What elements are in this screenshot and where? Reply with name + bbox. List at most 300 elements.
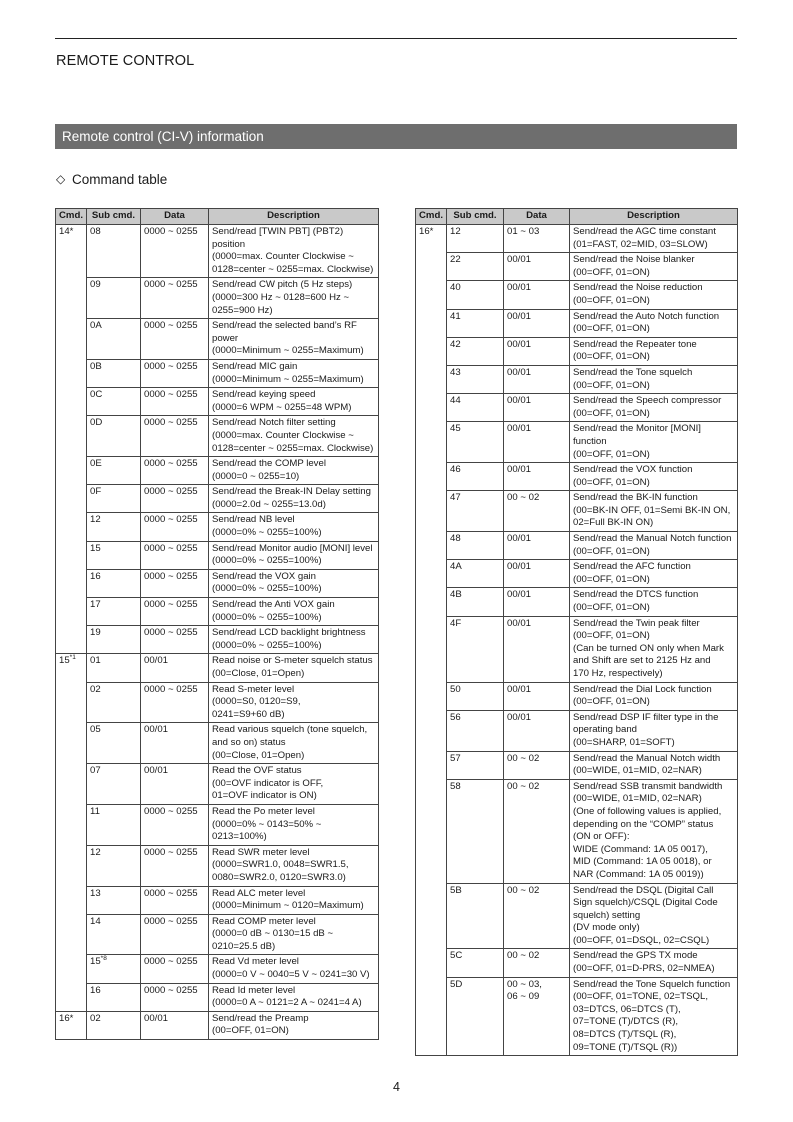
table-row <box>56 416 379 457</box>
description-cell <box>209 541 379 569</box>
sub-cmd-cell <box>447 309 504 337</box>
data-cell <box>141 359 209 387</box>
table-row <box>416 253 738 281</box>
description-cell-text: Send/read the Anti VOX gain (0000=0% ~ 0255=100%) <box>212 599 335 623</box>
sub-cmd-cell <box>447 682 504 710</box>
data-cell-text: 0000 ~ 0255 <box>144 805 198 817</box>
sub-cmd-cell <box>87 513 141 541</box>
cmd-cell <box>416 682 447 710</box>
sub-cmd-cell <box>447 225 504 253</box>
description-cell-text: Read the Po meter level (0000=0% ~ 0143=50% ~ 0213=100%) <box>212 805 322 843</box>
banner-title: Remote control (CI-V) information <box>62 129 264 144</box>
data-cell-text: 00/01 <box>507 617 532 629</box>
description-cell <box>570 491 738 532</box>
sub-cmd-cell-text: 48 <box>450 533 461 545</box>
sub-cmd-cell <box>87 457 141 485</box>
data-cell <box>504 365 570 393</box>
table-row <box>56 654 379 682</box>
description-cell-text: Send/read LCD backlight brightness (0000=0% ~ 0255=100%) <box>212 627 366 651</box>
data-cell <box>504 779 570 883</box>
column-header-data: Data <box>504 209 570 225</box>
data-cell-text: 0000 ~ 0255 <box>144 360 198 372</box>
cmd-cell <box>416 491 447 532</box>
sub-cmd-cell-text: 4F <box>450 617 462 629</box>
table-row <box>56 914 379 955</box>
sub-cmd-cell <box>447 491 504 532</box>
sub-cmd-cell-text: 22 <box>450 254 461 266</box>
sub-cmd-cell-text: 16 <box>90 570 101 582</box>
diamond-icon: ◇ <box>56 172 66 186</box>
sub-cmd-cell <box>87 886 141 914</box>
column-header-description: Description <box>570 209 738 225</box>
data-cell-text: 00/01 <box>507 366 532 378</box>
table-row <box>56 983 379 1011</box>
sub-cmd-cell-text: 19 <box>90 627 101 639</box>
data-cell-text: 00/01 <box>507 711 532 723</box>
table-row <box>56 845 379 886</box>
table-row <box>416 225 738 253</box>
table-row <box>56 886 379 914</box>
description-cell <box>209 485 379 513</box>
sub-cmd-cell-text: 02 <box>90 1012 101 1024</box>
table-row <box>56 513 379 541</box>
data-cell <box>141 914 209 955</box>
description-cell-text: Read Vd meter level (0000=0 V ~ 0040=5 V ~ 0241=30 V) <box>212 956 370 981</box>
sub-cmd-cell-text: 17 <box>90 599 101 611</box>
sub-cmd-cell <box>447 588 504 616</box>
description-cell <box>209 682 379 723</box>
sub-cmd-cell-text: 12 <box>90 514 101 526</box>
table-row <box>416 422 738 463</box>
top-rule <box>55 38 737 39</box>
table-row <box>56 278 379 319</box>
data-cell-text: 0000 ~ 0255 <box>144 956 198 968</box>
table-row <box>56 764 379 805</box>
sub-cmd-cell-text: 0A <box>90 320 102 332</box>
data-cell <box>504 422 570 463</box>
table-row <box>56 723 379 764</box>
data-cell-text: 00/01 <box>144 1012 169 1024</box>
data-cell <box>504 883 570 949</box>
sub-cmd-cell <box>87 1011 141 1039</box>
description-cell <box>570 337 738 365</box>
sub-cmd-cell-text: 0D <box>90 417 103 429</box>
sub-cmd-cell-text: 07 <box>90 765 101 777</box>
sub-cmd-cell-text: 08 <box>90 226 101 237</box>
sub-cmd-cell <box>447 463 504 491</box>
description-cell-text: Send/read the Tone squelch (00=OFF, 01=ON) <box>573 366 693 391</box>
cmd-cell <box>416 309 447 337</box>
data-cell-text: 01 ~ 03 <box>507 226 540 237</box>
description-cell-text: Send/read keying speed (0000=6 WPM ~ 0255=48 WPM) <box>212 389 352 413</box>
data-cell-text: 00/01 <box>507 282 532 294</box>
data-cell <box>504 588 570 616</box>
sub-cmd-cell-text: 50 <box>450 683 461 695</box>
cmd-cell <box>56 569 87 597</box>
data-cell-text: 00/01 <box>144 765 169 777</box>
sub-cmd-cell-text: 12 <box>450 226 461 237</box>
cmd-cell <box>416 779 447 883</box>
table-row <box>416 365 738 393</box>
data-cell-text: 00/01 <box>507 254 532 266</box>
data-cell-text: 0000 ~ 0255 <box>144 417 198 429</box>
data-cell <box>504 225 570 253</box>
cmd-cell <box>416 560 447 588</box>
table-row <box>416 682 738 710</box>
description-cell <box>570 225 738 253</box>
description-cell-text: Read Id meter level (0000=0 A ~ 0121=2 A ~ 0241=4 A) <box>212 984 362 1009</box>
cmd-cell <box>416 710 447 751</box>
sub-cmd-cell <box>87 723 141 764</box>
description-cell <box>570 977 738 1056</box>
table-row <box>416 560 738 588</box>
description-cell <box>570 309 738 337</box>
description-cell-text: Send/read the Manual Notch width (00=WIDE, 01=MID, 02=NAR) <box>573 752 721 777</box>
cmd-cell <box>56 225 87 278</box>
sub-cmd-cell <box>87 955 141 983</box>
description-cell <box>209 626 379 654</box>
sub-cmd-cell-text: 47 <box>450 492 461 504</box>
sub-cmd-cell-text: 0E <box>90 458 102 470</box>
description-cell-text: Send/read the BK-IN function (00=BK-IN OFF, 01=Semi BK-IN ON, 02=Full BK-IN ON) <box>573 492 731 529</box>
data-cell-text: 0000 ~ 0255 <box>144 887 198 899</box>
data-cell-text: 00/01 <box>507 464 532 476</box>
sub-cmd-cell <box>447 751 504 779</box>
cmd-cell <box>56 457 87 485</box>
data-cell-text: 0000 ~ 0255 <box>144 226 198 237</box>
description-cell-text: Send/read the AGC time constant (01=FAST, 02=MID, 03=SLOW) <box>573 226 716 250</box>
cmd-cell <box>56 764 87 805</box>
data-cell-text: 0000 ~ 0255 <box>144 915 198 927</box>
description-cell-text: Send/read the Preamp (00=OFF, 01=ON) <box>212 1012 309 1037</box>
description-cell <box>570 560 738 588</box>
sub-cmd-cell-text: 09 <box>90 279 101 291</box>
data-cell-text: 00/01 <box>507 338 532 350</box>
description-cell <box>570 532 738 560</box>
data-cell <box>141 278 209 319</box>
data-cell-text: 0000 ~ 0255 <box>144 984 198 996</box>
cmd-cell <box>56 914 87 955</box>
description-cell-text: Send/read the COMP level (0000=0 ~ 0255=10) <box>212 458 326 482</box>
cmd-cell <box>56 278 87 319</box>
data-cell-text: 0000 ~ 0255 <box>144 514 198 526</box>
table-row <box>416 491 738 532</box>
cmd-cell <box>56 416 87 457</box>
table-row <box>416 337 738 365</box>
sub-cmd-cell <box>87 764 141 805</box>
cmd-cell <box>56 388 87 416</box>
sub-cmd-cell <box>447 560 504 588</box>
description-cell <box>209 845 379 886</box>
cmd-cell <box>416 616 447 682</box>
cmd-cell <box>416 394 447 422</box>
table-row <box>56 541 379 569</box>
data-cell-text: 00/01 <box>507 395 532 407</box>
description-cell <box>209 983 379 1011</box>
table-row <box>56 804 379 845</box>
description-cell-text: Send/read the Tone Squelch function (00=OFF, 01=TONE, 02=TSQL, 03=DTCS, 06=DTCS (T), 07=TONE (T)/DTCS (R), 08=DTCS (T)/TSQL (R), 09=TONE (T)/TSQL (R)) <box>573 978 731 1053</box>
sub-cmd-cell-text: 15 <box>90 956 101 968</box>
description-cell <box>570 253 738 281</box>
description-cell-text: Send/read the GPS TX mode (00=OFF, 01=D-PRS, 02=NMEA) <box>573 950 715 975</box>
description-cell <box>209 416 379 457</box>
description-cell-text: Read SWR meter level (0000=SWR1.0, 0048=SWR1.5, 0080=SWR2.0, 0120=SWR3.0) <box>212 846 349 883</box>
description-cell <box>570 779 738 883</box>
data-cell <box>504 491 570 532</box>
cmd-cell <box>416 225 447 253</box>
description-cell <box>209 388 379 416</box>
data-cell <box>141 764 209 805</box>
sub-cmd-cell-text: 41 <box>450 310 461 322</box>
sub-cmd-cell-text: 40 <box>450 282 461 294</box>
data-cell <box>141 626 209 654</box>
sub-cmd-cell-text: 56 <box>450 711 461 723</box>
description-cell <box>209 764 379 805</box>
cmd-cell <box>56 654 87 682</box>
description-cell <box>570 463 738 491</box>
description-cell-text: Send/read [TWIN PBT] (PBT2) position (0000=max. Counter Clockwise ~ 0128=center ~ 0255=max. Clockwise) <box>212 226 374 275</box>
data-cell <box>141 416 209 457</box>
sub-cmd-cell <box>87 569 141 597</box>
description-cell-text: Send/read MIC gain (0000=Minimum ~ 0255=Maximum) <box>212 360 364 385</box>
data-cell <box>504 337 570 365</box>
description-cell-text: Read S-meter level (0000=S0, 0120=S9, 0241=S9+60 dB) <box>212 683 301 720</box>
description-cell-text: Send/read NB level (0000=0% ~ 0255=100%) <box>212 514 322 539</box>
sub-cmd-cell <box>447 337 504 365</box>
sub-cmd-cell-text: 13 <box>90 887 101 899</box>
cmd-cell <box>416 463 447 491</box>
cmd-cell <box>416 751 447 779</box>
sub-cmd-cell-text: 43 <box>450 366 461 378</box>
sub-cmd-cell <box>87 914 141 955</box>
data-cell-text: 00/01 <box>507 423 532 435</box>
cmd-cell <box>56 804 87 845</box>
sub-cmd-cell <box>447 422 504 463</box>
sub-cmd-cell-text: 42 <box>450 338 461 350</box>
table-row <box>56 569 379 597</box>
data-cell <box>141 1011 209 1039</box>
description-cell <box>570 949 738 977</box>
sub-cmd-cell <box>87 654 141 682</box>
sub-cmd-cell <box>87 541 141 569</box>
description-cell-text: Send/read the Repeater tone (00=OFF, 01=ON) <box>573 338 697 363</box>
table-row <box>416 616 738 682</box>
data-cell-text: 00 ~ 02 <box>507 884 540 896</box>
sub-cmd-cell <box>87 682 141 723</box>
cmd-cell <box>416 977 447 1056</box>
cmd-cell <box>56 541 87 569</box>
description-cell-text: Read COMP meter level (0000=0 dB ~ 0130=15 dB ~ 0210=25.5 dB) <box>212 915 334 952</box>
column-header-sub-cmd: Sub cmd. <box>87 209 141 225</box>
sub-cmd-cell-text: 58 <box>450 780 461 792</box>
data-cell-text: 00/01 <box>144 724 169 736</box>
description-cell-text: Send/read the Break-IN Delay setting (0000=2.0d ~ 0255=13.0d) <box>212 486 371 510</box>
sub-cmd-cell-text: 02 <box>90 683 101 695</box>
description-cell <box>209 723 379 764</box>
cmd-cell <box>56 359 87 387</box>
data-cell <box>141 319 209 360</box>
data-cell-text: 0000 ~ 0255 <box>144 279 198 291</box>
page-number: 4 <box>393 1080 400 1094</box>
table-row <box>56 1011 379 1039</box>
sub-cmd-cell <box>447 281 504 309</box>
cmd-cell <box>416 365 447 393</box>
sub-cmd-cell <box>87 319 141 360</box>
sub-cmd-cell-text: 0B <box>90 360 102 372</box>
sub-cmd-cell <box>87 983 141 1011</box>
description-cell <box>570 588 738 616</box>
sub-cmd-cell <box>87 416 141 457</box>
table-row <box>416 588 738 616</box>
sub-cmd-cell-text: 15 <box>90 542 101 554</box>
data-cell <box>141 485 209 513</box>
data-cell <box>141 388 209 416</box>
cmd-cell-text: 16* <box>419 226 434 237</box>
data-cell-text: 0000 ~ 0255 <box>144 486 198 498</box>
description-cell <box>570 751 738 779</box>
sub-cmd-cell <box>87 485 141 513</box>
description-cell <box>209 359 379 387</box>
sub-cmd-cell-text: 01 <box>90 655 101 667</box>
sub-cmd-cell-text: 0F <box>90 486 102 498</box>
sub-cmd-cell <box>87 845 141 886</box>
description-cell <box>209 569 379 597</box>
data-cell <box>141 513 209 541</box>
cmd-cell <box>56 626 87 654</box>
description-cell-text: Send/read Notch filter setting (0000=max. Counter Clockwise ~ 0128=center ~ 0255=max. Clockwise) <box>212 417 374 454</box>
sub-cmd-cell <box>447 883 504 949</box>
cmd-cell <box>56 723 87 764</box>
cmd-cell <box>416 281 447 309</box>
description-cell-text: Read ALC meter level (0000=Minimum ~ 0120=Maximum) <box>212 887 364 912</box>
data-cell <box>141 225 209 278</box>
sub-cmd-cell-text: 45 <box>450 423 461 435</box>
data-cell-text: 0000 ~ 0255 <box>144 458 198 470</box>
description-cell <box>209 598 379 626</box>
table-row <box>56 359 379 387</box>
description-cell-text: Send/read the Noise reduction (00=OFF, 01=ON) <box>573 282 703 306</box>
description-cell-text: Send/read the VOX gain (0000=0% ~ 0255=100%) <box>212 570 322 595</box>
data-cell <box>141 955 209 983</box>
description-cell <box>209 955 379 983</box>
data-cell <box>141 886 209 914</box>
command-table-right <box>415 208 738 1056</box>
cmd-cell <box>56 682 87 723</box>
sub-cmd-cell-text: 05 <box>90 724 101 736</box>
description-cell <box>570 394 738 422</box>
data-cell-text: 00 ~ 02 <box>507 780 540 792</box>
data-cell-text: 0000 ~ 0255 <box>144 627 198 639</box>
sub-cmd-cell-text: 11 <box>90 805 100 817</box>
cmd-cell <box>56 513 87 541</box>
sub-cmd-cell-text: 44 <box>450 395 461 407</box>
table-row <box>416 532 738 560</box>
description-cell-text: Send/read the VOX function (00=OFF, 01=ON) <box>573 464 693 488</box>
data-cell-text: 0000 ~ 0255 <box>144 320 198 332</box>
data-cell <box>504 949 570 977</box>
column-header-cmd: Cmd. <box>56 209 87 225</box>
data-cell <box>504 616 570 682</box>
data-cell-text: 00 ~ 02 <box>507 492 540 504</box>
sub-cmd-cell-text: 46 <box>450 464 461 476</box>
data-cell-text: 00/01 <box>507 533 532 545</box>
sub-cmd-cell <box>87 225 141 278</box>
data-cell <box>504 463 570 491</box>
data-cell <box>141 845 209 886</box>
data-cell <box>504 394 570 422</box>
data-cell <box>504 977 570 1056</box>
data-cell <box>504 532 570 560</box>
description-cell <box>570 281 738 309</box>
description-cell <box>209 914 379 955</box>
sub-cmd-cell <box>87 626 141 654</box>
table-header-row <box>56 209 379 225</box>
sub-cmd-cell-text: 4A <box>450 561 462 573</box>
table-row <box>416 883 738 949</box>
description-cell-text: Send/read DSP IF filter type in the operating band (00=SHARP, 01=SOFT) <box>573 711 719 748</box>
data-cell <box>141 723 209 764</box>
description-cell <box>209 278 379 319</box>
description-cell-text: Send/read the AFC function (00=OFF, 01=ON) <box>573 561 691 585</box>
description-cell-text: Read the OVF status (00=OVF indicator is OFF, 01=OVF indicator is ON) <box>212 765 324 802</box>
data-cell <box>504 281 570 309</box>
data-cell <box>141 541 209 569</box>
cmd-cell <box>416 337 447 365</box>
command-table-left <box>55 208 379 1040</box>
description-cell <box>209 1011 379 1039</box>
data-cell <box>141 457 209 485</box>
description-cell-text: Send/read CW pitch (5 Hz steps) (0000=300 Hz ~ 0128=600 Hz ~ 0255=900 Hz) <box>212 279 353 316</box>
sub-cmd-cell-text: 4B <box>450 589 462 601</box>
table-row <box>416 751 738 779</box>
sub-cmd-cell-text: 5D <box>450 978 463 990</box>
table-row <box>56 955 379 983</box>
data-cell-text: 00/01 <box>507 589 532 601</box>
sub-cmd-cell <box>87 804 141 845</box>
table-row <box>56 598 379 626</box>
description-cell-text: Send/read the Speech compressor (00=OFF, 01=ON) <box>573 395 722 419</box>
description-cell-text: Send/read the Manual Notch function (00=OFF, 01=ON) <box>573 533 732 557</box>
sub-cmd-cell <box>447 779 504 883</box>
description-cell-text: Send/read the Twin peak filter (00=OFF, 01=ON) (Can be turned ON only when Mark and Shift are set to 2125 Hz and 170 Hz, respectively) <box>573 617 724 679</box>
sub-cmd-cell <box>447 532 504 560</box>
description-cell <box>570 682 738 710</box>
sub-cmd-cell-text: 0C <box>90 389 103 401</box>
data-cell-text: 00/01 <box>507 310 532 322</box>
cmd-cell-text: 14* <box>59 226 74 237</box>
cmd-cell <box>56 983 87 1011</box>
description-cell-text: Send/read the Auto Notch function (00=OFF, 01=ON) <box>573 310 720 335</box>
data-cell <box>504 710 570 751</box>
table-row <box>56 225 379 278</box>
cmd-cell <box>416 883 447 949</box>
table-row <box>416 309 738 337</box>
description-cell <box>209 513 379 541</box>
cmd-cell <box>416 949 447 977</box>
sub-cmd-cell <box>87 278 141 319</box>
description-cell-text: Send/read the DTCS function (00=OFF, 01=ON) <box>573 589 699 614</box>
section-title: REMOTE CONTROL <box>56 53 195 69</box>
sub-cmd-cell <box>447 616 504 682</box>
footnote-marker: *1 <box>69 654 76 662</box>
sub-cmd-cell <box>87 598 141 626</box>
data-cell-text: 00/01 <box>507 561 532 573</box>
data-cell-text: 00 ~ 02 <box>507 752 540 764</box>
table-row <box>416 710 738 751</box>
table-row <box>56 682 379 723</box>
sub-cmd-cell <box>447 977 504 1056</box>
column-header-cmd: Cmd. <box>416 209 447 225</box>
